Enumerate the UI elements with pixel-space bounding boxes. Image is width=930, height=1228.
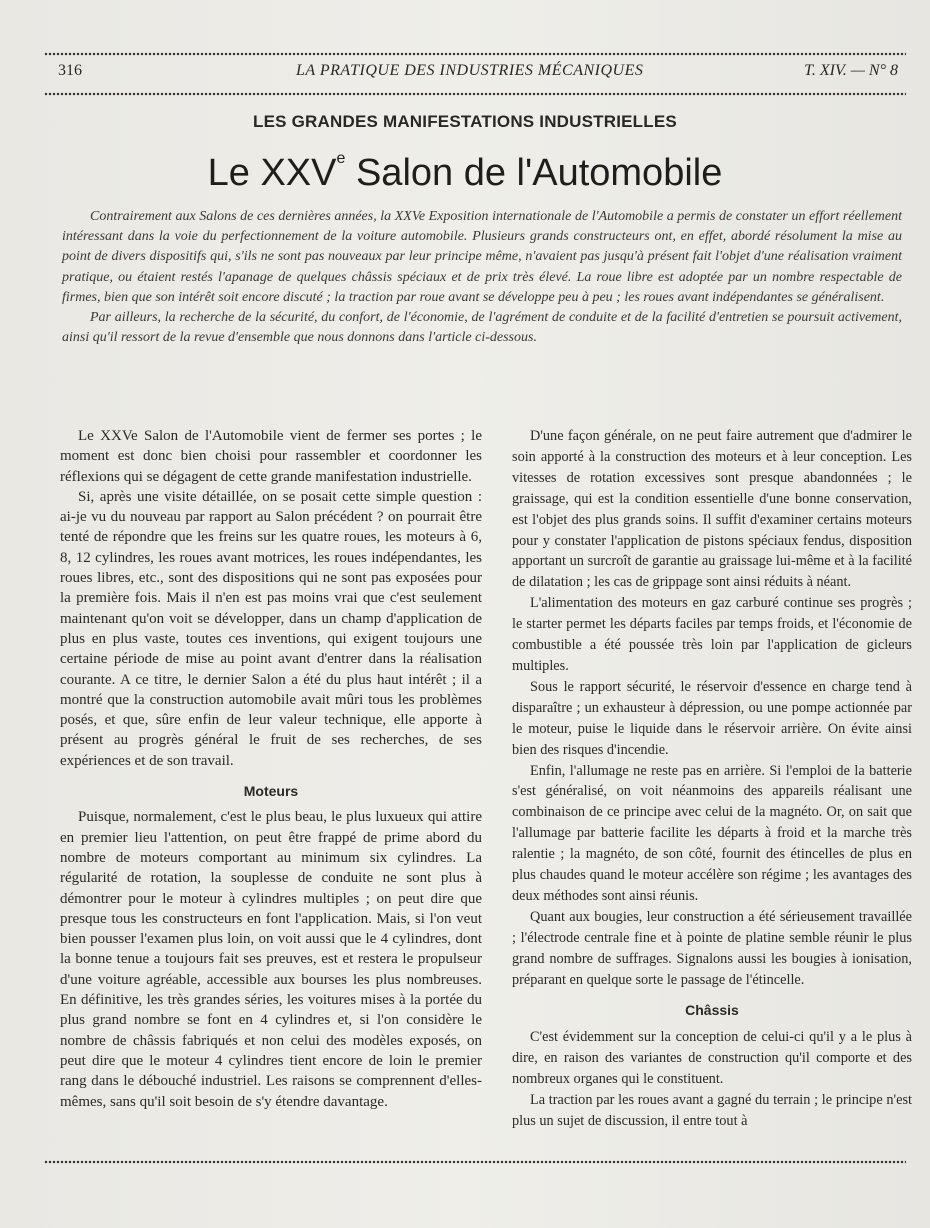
section-title: LES GRANDES MANIFESTATIONS INDUSTRIELLES xyxy=(253,112,677,131)
page-number: 316 xyxy=(58,62,82,79)
right-column xyxy=(512,426,912,1132)
subheading-chassis: Châssis xyxy=(685,1002,739,1019)
bottom-dotted-rule xyxy=(44,1160,906,1164)
running-header xyxy=(58,60,898,84)
article-title-post: Salon de l'Automobile xyxy=(345,152,723,194)
intro-paragraph: Contrairement aux Salons de ces dernières années, la XXVe Exposition internationale de l'Automobile a permis de constater un effort réellement intéressant dans la voie du perfectionnement de la voiture automobile. Plusieurs grands constructeurs ont, en effet, abordé résolument la mise au point de divers dispositifs qui, s'ils ne sont pas nouveaux par leur principe même, n'avaient pas jusqu'à présent fait l'objet d'une réalisation vraiment pratique, ou étaient restés l'apanage de quelques châssis spéciaux et de prix très élevé. La roue libre est adoptée par un nombre respectable de firmes, bien que son intérêt soit encore discuté ; la traction par roue avant se développe peu à peu ; les roues avant indépendantes se généralisent. xyxy=(62,209,902,305)
journal-title: LA PRATIQUE DES INDUSTRIES MÉCANIQUES xyxy=(296,62,644,79)
body-paragraph: Quant aux bougies, leur construction a été sérieusement travaillée ; l'électrode centrale fine et à pointe de platine semble réunir le plus grand nombre de suffrages. Signalons aussi les bougies à ionisation, préparant en quelque sorte le passage de l'étincelle. xyxy=(512,908,912,988)
article-intro xyxy=(62,207,902,348)
body-paragraph: Si, après une visite détaillée, on se posait cette simple question : ai-je vu du nouveau par rapport au Salon précédent ? on pourrait être tenté de répondre que les freins sur les quatre roues, les moteurs à 6, 8, 12 cylindres, les roues avant motrices, les roues indépendantes, les roues libres, etc., sont des dispositions qui ne sont pas exposées pour la première fois. Mais il n'en est pas moins vrai que c'est seulement maintenant qu'on voit se développer, dans un champ d'application de plus en plus vaste, toutes ces inventions, qui exigent toujours une certaine période de mise au point avant d'entrer dans la réalisation courante. A ce titre, le dernier Salon a été du plus haut intérêt ; il a montré que la construction automobile avait mûri tous les problèmes posés, et que, sûre enfin de leur valeur technique, elle apporte à présent au progrès général le fruit de ses recherches, de ses expériences et de son travail. xyxy=(60,488,482,769)
body-paragraph: C'est évidemment sur la conception de celui-ci qu'il y a le plus à dire, en raison des variantes de construction qu'il comporte et des nombreux organes qui le constituent. xyxy=(512,1029,912,1088)
body-paragraph: Sous le rapport sécurité, le réservoir d'essence en charge tend à disparaître ; un exhausteur à dépression, ou une pompe actionnée par le moteur, puise le liquide dans le réservoir arrière. On évite ainsi bien des risques d'incendie. xyxy=(512,678,912,758)
body-paragraph: Le XXVe Salon de l'Automobile vient de fermer ses portes ; le moment est donc bien choisi pour rassembler et coordonner les réflexions qui se dégagent de cette grande manifestation industrielle. xyxy=(60,428,482,485)
top-dotted-rule xyxy=(44,52,906,56)
intro-paragraph: Par ailleurs, la recherche de la sécurité, du confort, de l'économie, de l'agrément de conduite et de la facilité d'entretien se poursuit activement, ainsi qu'il ressort de la revue d'ensemble que nous donnons dans l'article ci-dessous. xyxy=(62,310,902,346)
header-dotted-rule xyxy=(44,92,906,96)
volume-issue: T. XIV. — N° 8 xyxy=(804,62,898,79)
left-column xyxy=(60,426,482,1112)
body-paragraph: L'alimentation des moteurs en gaz carburé continue ses progrès ; le starter permet les départs faciles par temps froids, et l'économie de combustible a été poussée très loin par l'application de gicleurs multiples. xyxy=(512,595,912,674)
body-paragraph: D'une façon générale, on ne peut faire autrement que d'admirer le soin apporté à la construction des moteurs et à leur conception. Les vitesses de rotation excessives sont presque abandonnées ; le graissage, qui est la condition essentielle d'une bonne conservation, est l'objet des plus grands soins. Il suffit d'examiner certains moteurs pour y constater l'application de pistons spéciaux fendus, disposition apportant un surcroît de garantie au graissage lui-même et à la facilité de dilatation ; les cas de grippage sont ainsi réduits à néant. xyxy=(512,428,912,591)
subheading-moteurs: Moteurs xyxy=(243,783,299,800)
body-paragraph: La traction par les roues avant a gagné du terrain ; le principe n'est plus un sujet de discussion, il entre tout à xyxy=(512,1092,912,1129)
article-title xyxy=(0,150,930,195)
article-title-sup: e xyxy=(336,150,346,167)
body-paragraph: Enfin, l'allumage ne reste pas en arrière. Si l'emploi de la batterie s'est généralisé, on voit néanmoins des appareils réalisant une combinaison de ce principe avec celui de la magnéto. Or, on sait que l'allumage par batterie facilite les départs à froid et la marche très ralentie ; la magnéto, de son côté, fournit des étincelles de plus en plus chaudes quand le moteur accélère son régime ; les avantages des deux méthodes sont ainsi réunis. xyxy=(512,762,912,904)
article-title-pre: Le XXV xyxy=(207,152,337,194)
body-paragraph: Puisque, normalement, c'est le plus beau, le plus luxueux qui attire en premier lieu l'attention, on peut être frappé de prime abord du nombre de moteurs comportant au minimum six cylindres. La régularité de rotation, la souplesse de conduite ne sont plus à démontrer pour le moteur à cylindres multiples ; on peut dire que presque tous les constructeurs en font l'application. Mais, si l'on veut bien pousser l'examen plus loin, on voit aussi que le 4 cylindres, dont la bonne tenue a toujours fait ses preuves, est et restera le propulseur d'une voiture agréable, accessible aux bourses les plus nombreuses. En définitive, les très grandes séries, les voitures mises à la portée du plus grand nombre se font en 4 cylindres et, si l'on considère le nombre de châssis fabriqués et non celui des modèles exposés, on peut dire que le moteur 4 cylindres tient encore de loin le premier rang dans le débouché industriel. Les raisons se comprennent d'elles-mêmes, sans qu'il soit besoin de s'y étendre davantage. xyxy=(60,809,482,1110)
